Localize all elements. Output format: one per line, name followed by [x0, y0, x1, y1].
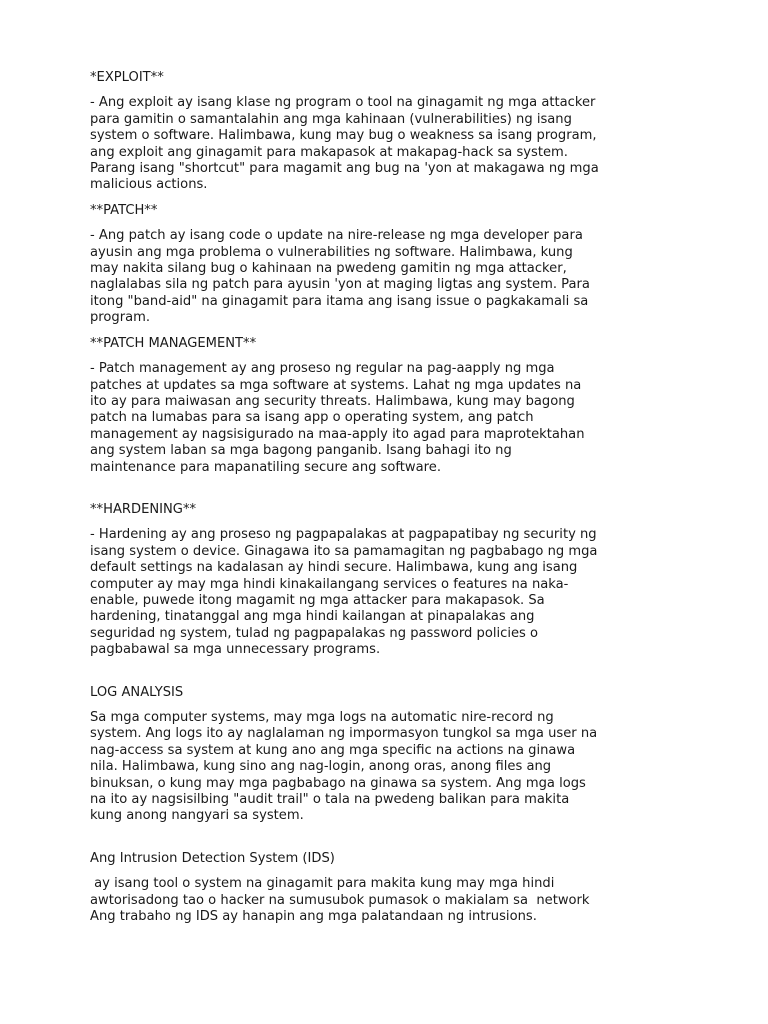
text-line: naglalabas sila ng patch para ayusin 'yon at maging ligtas ang system. Para: [90, 277, 590, 293]
section-body: [90, 95, 690, 193]
section-patch-management: [90, 336, 690, 476]
text-line: na ito ay nagsisilbing "audit trail" o tala na pwedeng balikan para makita: [90, 792, 570, 808]
text-line: nila. Halimbawa, kung sino ang nag-login, anong oras, anong files ang: [90, 759, 552, 775]
text-line: enable, puwede itong magamit ng mga attacker para makapasok. Sa: [90, 592, 545, 608]
section-hardening: [90, 502, 690, 659]
text-line: hardening, tinatanggal ang mga hindi kailangan at pinapalakas ang: [90, 609, 535, 625]
text-line: isang system o device. Ginagawa ito sa pamamagitan ng pagbabago ng mga: [90, 543, 598, 559]
section-ids: [90, 851, 690, 926]
section-log-analysis: [90, 685, 690, 825]
text-line: kung anong nangyari sa system.: [90, 808, 304, 824]
text-line: patches at updates sa mga software at systems. Lahat ng mga updates na: [90, 377, 582, 393]
text-line: ang exploit ang ginagamit para makapasok at makapag-hack sa system.: [90, 144, 568, 160]
text-line: may nakita silang bug o kahinaan na pwedeng gamitin ng mga attacker,: [90, 261, 567, 277]
section-body: [90, 361, 690, 476]
text-line: ang system laban sa mga bagong panganib. Isang bahagi ito ng: [90, 443, 512, 459]
text-line: Ang trabaho ng IDS ay hanapin ang mga palatandaan ng intrusions.: [90, 909, 537, 925]
text-line: management ay nagsisigurado na maa-apply ito agad para maprotektahan: [90, 426, 585, 442]
section-heading: *EXPLOIT**: [90, 70, 164, 85]
section-heading: LOG ANALYSIS: [90, 684, 184, 700]
text-line: computer ay may mga hindi kinakailangang services o features na naka-: [90, 576, 569, 592]
section-patch: [90, 203, 690, 327]
text-line: seguridad ng system, tulad ng pagpapalakas ng password policies o: [90, 625, 539, 641]
text-line: binuksan, o kung may mga pagbabago na ginawa sa system. Ang mga logs: [90, 775, 586, 791]
text-line: - Patch management ay ang proseso ng regular na pag-aapply ng mga: [90, 361, 555, 377]
text-line: itong "band-aid" na ginagamit para itama ang isang issue o pagkakamali sa: [90, 293, 589, 309]
section-body: [90, 527, 690, 658]
section-body: [90, 876, 690, 925]
text-line: - Ang exploit ay isang klase ng program o tool na ginagamit ng mga attacker: [90, 95, 596, 111]
text-line: awtorisadong tao o hacker na sumusubok pumasok o makialam sa network: [90, 892, 590, 908]
section-heading: Ang Intrusion Detection System (IDS): [90, 850, 335, 866]
text-line: - Hardening ay ang proseso ng pagpapalakas at pagpapatibay ng security ng: [90, 527, 597, 543]
text-line: ayusin ang mga problema o vulnerabilities ng software. Halimbawa, kung: [90, 244, 573, 260]
section-body: [90, 228, 690, 326]
text-line: default settings na kadalasan ay hindi secure. Halimbawa, kung ang isang: [90, 560, 578, 576]
section-body: [90, 710, 690, 825]
text-line: system. Ang logs ito ay naglalaman ng impormasyon tungkol sa mga user na: [90, 726, 598, 742]
text-line: ito ay para maiwasan ang security threats. Halimbawa, kung may bagong: [90, 393, 575, 409]
text-line: nag-access sa system at kung ano ang mga specific na actions na ginawa: [90, 742, 576, 758]
text-line: Sa mga computer systems, may mga logs na automatic nire-record ng: [90, 710, 554, 725]
text-line: - Ang patch ay isang code o update na nire-release ng mga developer para: [90, 228, 583, 244]
text-line: program.: [90, 310, 151, 326]
text-line: maintenance para mapanatiling secure ang software.: [90, 459, 441, 475]
text-line: system o software. Halimbawa, kung may bug o weakness sa isang program,: [90, 128, 597, 144]
section-heading: **PATCH MANAGEMENT**: [90, 335, 257, 351]
section-heading: **PATCH**: [90, 202, 158, 218]
text-line: malicious actions.: [90, 177, 208, 193]
document-page: [90, 70, 690, 925]
text-line: pagbabawal sa mga unnecessary programs.: [90, 642, 381, 658]
text-line: patch na lumabas para sa isang app o operating system, ang patch: [90, 410, 534, 426]
text-line: para gamitin o samantalahin ang mga kahinaan (vulnerabilities) ng isang: [90, 111, 572, 127]
section-heading: **HARDENING**: [90, 501, 197, 517]
text-line: Parang isang "shortcut" para magamit ang bug na 'yon at makagawa ng mga: [90, 161, 599, 177]
section-exploit: [90, 70, 690, 194]
text-line: ay isang tool o system na ginagamit para makita kung may mga hindi: [90, 876, 555, 892]
